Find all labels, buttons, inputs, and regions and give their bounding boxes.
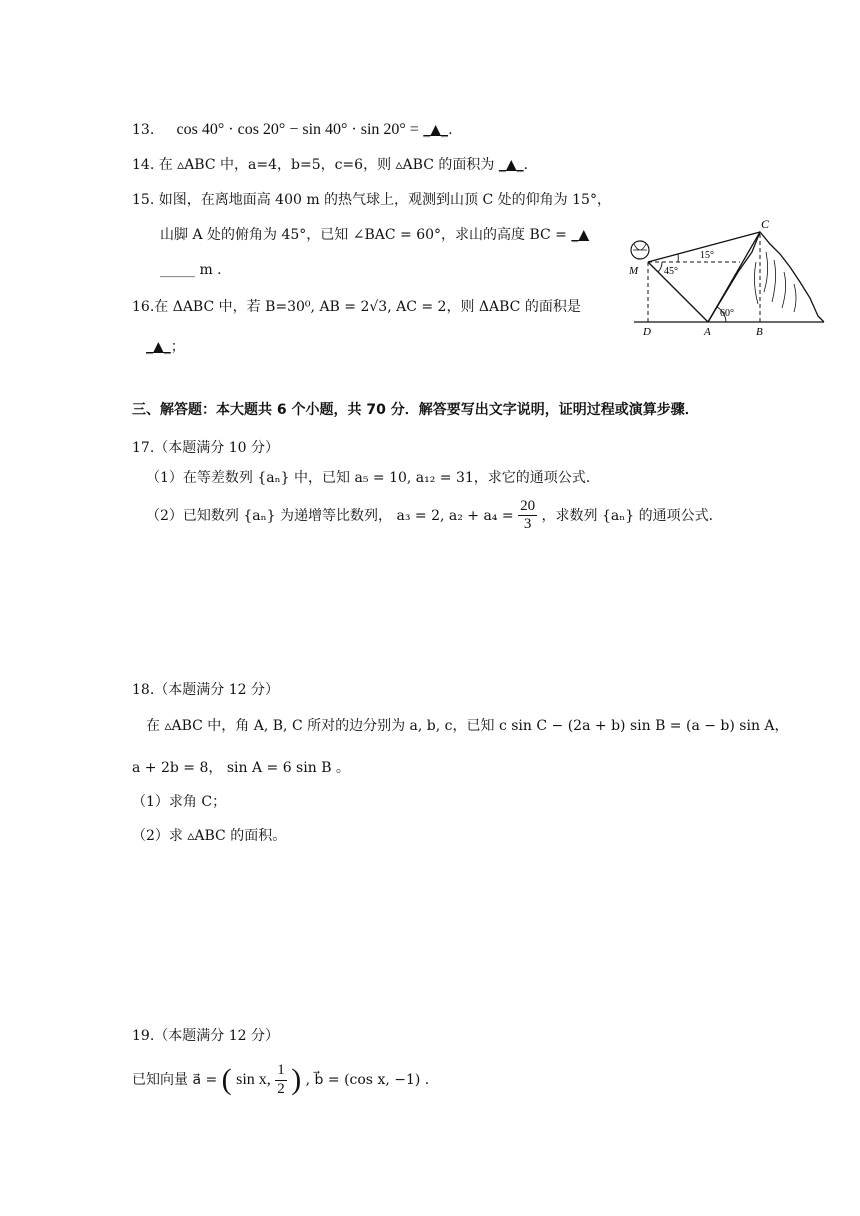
q19-pre: 已知向量 a⃗ = [132, 1072, 218, 1088]
q18-part-2: （2）求 ▵ABC 的面积。 [132, 828, 287, 844]
q19-fraction-numerator: 1 [275, 1062, 287, 1080]
label-d: D [643, 326, 651, 338]
q19-fraction [275, 1062, 287, 1098]
q17-fraction-denominator: 3 [523, 516, 532, 533]
label-b: B [756, 326, 763, 338]
q19-heading: 19.（本题满分 12 分） [132, 1028, 279, 1044]
label-15deg: 15° [700, 250, 714, 261]
q15-line-2 [160, 227, 589, 244]
q17-heading: 17.（本题满分 10 分） [132, 440, 279, 456]
q19-vec-a-first: sin x, [236, 1071, 271, 1088]
q13-expression: cos 40° · cos 20° − sin 40° · sin 20° = [176, 121, 419, 138]
q19-statement: 已知向量 a⃗ = ( sin x, $\frac{1}{2}$ ) , b⃗ = (cos x, −1) . [132, 1062, 430, 1097]
q16-answer-blank: _▲_ [146, 339, 171, 355]
q14-answer-blank: _▲_ [498, 157, 524, 173]
q14-text: 14. 在 ▵ABC 中，a=4，b=5，c=6，则 ▵ABC 的面积为 [132, 157, 495, 173]
q13-answer-blank: _▲_ [423, 122, 449, 138]
q15-line-3: _____ m . [160, 262, 222, 278]
q17-part-1: （1）在等差数列 {aₙ} 中，已知 a₅ = 10, a₁₂ = 31，求它的通项公式. [146, 470, 591, 486]
q18-statement-1: 在 ▵ABC 中，角 A, B, C 所对的边分别为 a, b, c，已知 c sin C − (2a + b) sin B = (a − b) sin A， [146, 718, 789, 734]
q17-part-2 [146, 498, 713, 534]
q17-fraction-numerator: 20 [518, 498, 537, 516]
label-m: M [629, 265, 639, 277]
mountain-texture [754, 252, 796, 312]
balloon-mountain-figure [628, 212, 828, 342]
q17-fraction [518, 498, 537, 534]
q14-line [132, 157, 528, 174]
q15-line-1: 15. 如图，在离地面高 400 m 的热气球上，观测到山顶 C 处的仰角为 15°， [132, 192, 611, 208]
q19-vec-b: , b⃗ = (cos x, −1) . [305, 1072, 430, 1088]
q17-part-2-post: ，求数列 {aₙ} 的通项公式. [541, 507, 714, 524]
q19-fraction-denominator: 2 [277, 1080, 285, 1097]
q18-statement-2: a + 2b = 8， sin A = 6 sin B 。 [132, 760, 350, 776]
q13-number: 13. [132, 122, 155, 138]
label-c: C [761, 217, 770, 231]
q15-line-2-text: 山脚 A 处的俯角为 45°，已知 ∠BAC = 60°，求山的高度 BC = [160, 227, 567, 243]
q16-answer-line [146, 339, 185, 356]
q16-end: ； [170, 339, 185, 355]
q18-part-1: （1）求角 C； [132, 794, 227, 810]
q13-line [132, 120, 453, 139]
label-60deg: 60° [720, 308, 734, 319]
label-a: A [704, 326, 711, 338]
q13-period: . [448, 122, 453, 138]
label-45deg: 45° [664, 266, 678, 277]
section-3-heading: 三、解答题：本大题共 6 个小题，共 70 分．解答要写出文字说明，证明过程或演算步骤． [132, 402, 699, 418]
ma-line [648, 262, 708, 322]
q14-period: . [523, 157, 529, 173]
q18-heading: 18.（本题满分 12 分） [132, 682, 279, 698]
q16-line: 16.在 ΔABC 中，若 B=30⁰, AB = 2√3, AC = 2，则 ΔABC 的面积是 [132, 299, 581, 315]
q15-answer-blank: _▲ [571, 227, 590, 243]
q17-part-2-pre: （2）已知数列 {aₙ} 为递增等比数列， a₃ = 2, a₂ + a₄ = [146, 507, 514, 524]
